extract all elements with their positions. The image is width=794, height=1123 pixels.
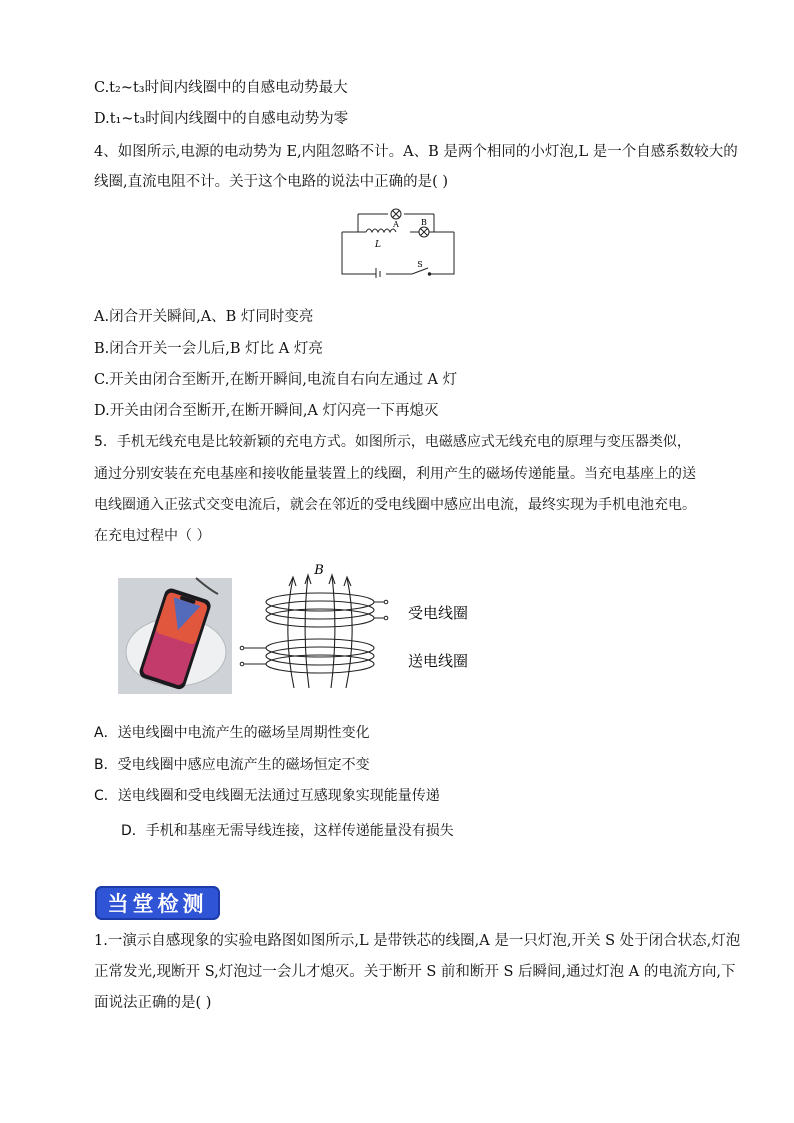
label-l: L	[375, 240, 381, 250]
q4-option-a: A.闭合开关瞬间,A、B 灯同时变亮	[94, 309, 314, 325]
label-s: S	[417, 260, 423, 269]
field-label-b: B	[314, 563, 324, 578]
q4-circuit-diagram	[336, 204, 460, 278]
section-badge	[95, 886, 220, 920]
q4-option-c: C.开关由闭合至断开,在断开瞬间,电流自右向左通过 A 灯	[94, 372, 458, 388]
phone-on-charger-photo	[118, 578, 232, 694]
check-q1-line-1: 1.一演示自感现象的实验电路图如图所示,L 是带铁芯的线圈,A 是一只灯泡,开关 S 处于闭合状态,灯泡	[94, 933, 741, 949]
q5-option-a: A．送电线圈中电流产生的磁场呈周期性变化	[94, 725, 370, 741]
label-a: A	[393, 220, 399, 229]
check-q1-line-3: 面说法正确的是( )	[94, 995, 212, 1011]
q5-option-b: B．受电线圈中感应电流产生的磁场恒定不变	[94, 757, 370, 773]
q4-stem-line-2: 线圈,直流电阻不计。关于这个电路的说法中正确的是( )	[94, 174, 449, 190]
q5-stem-line-1: 5．手机无线充电是比较新颖的充电方式。如图所示，电磁感应式无线充电的原理与变压器类似，	[94, 434, 691, 450]
receive-coil-label: 受电线圈	[408, 604, 469, 622]
battery-icon	[376, 268, 380, 278]
q5-stem-line-3: 电线圈通入正弦式交变电流后，就会在邻近的受电线圈中感应出电流，最终实现为手机电池充电。	[94, 497, 696, 513]
section-badge-label: 当堂检测	[107, 892, 208, 916]
q5-figure	[118, 560, 488, 696]
inductor-l-icon	[366, 229, 396, 232]
q5-stem-line-2: 通过分别安装在充电基座和接收能量装置上的线圈，利用产生的磁场传递能量。当充电基座上的送	[94, 466, 696, 482]
q3-option-d: D.t₁~t₃时间内线圈中的自感电动势为零	[94, 111, 349, 127]
q3-option-c: C.t₂~t₃时间内线圈中的自感电动势最大	[94, 80, 348, 96]
q5-option-c: C．送电线圈和受电线圈无法通过互感现象实现能量传递	[94, 788, 440, 804]
q4-option-b: B.闭合开关一会儿后,B 灯比 A 灯亮	[94, 341, 323, 357]
label-b: B	[421, 218, 427, 227]
q5-stem-line-4: 在充电过程中（ ）	[94, 528, 211, 544]
q4-option-d: D.开关由闭合至断开,在断开瞬间,A 灯闪亮一下再熄灭	[94, 403, 439, 419]
q5-option-d: D．手机和基座无需导线连接，这样传递能量没有损失	[121, 823, 454, 839]
q4-stem-line-1: 4、如图所示,电源的电动势为 E,内阻忽略不计。A、B 是两个相同的小灯泡,L 是一个自感系数较大的	[94, 144, 738, 160]
send-coil-label: 送电线圈	[408, 652, 469, 670]
check-q1-line-2: 正常发光,现断开 S,灯泡过一会儿才熄灭。关于断开 S 前和断开 S 后瞬间,通过灯泡 A 的电流方向,下	[94, 964, 736, 980]
